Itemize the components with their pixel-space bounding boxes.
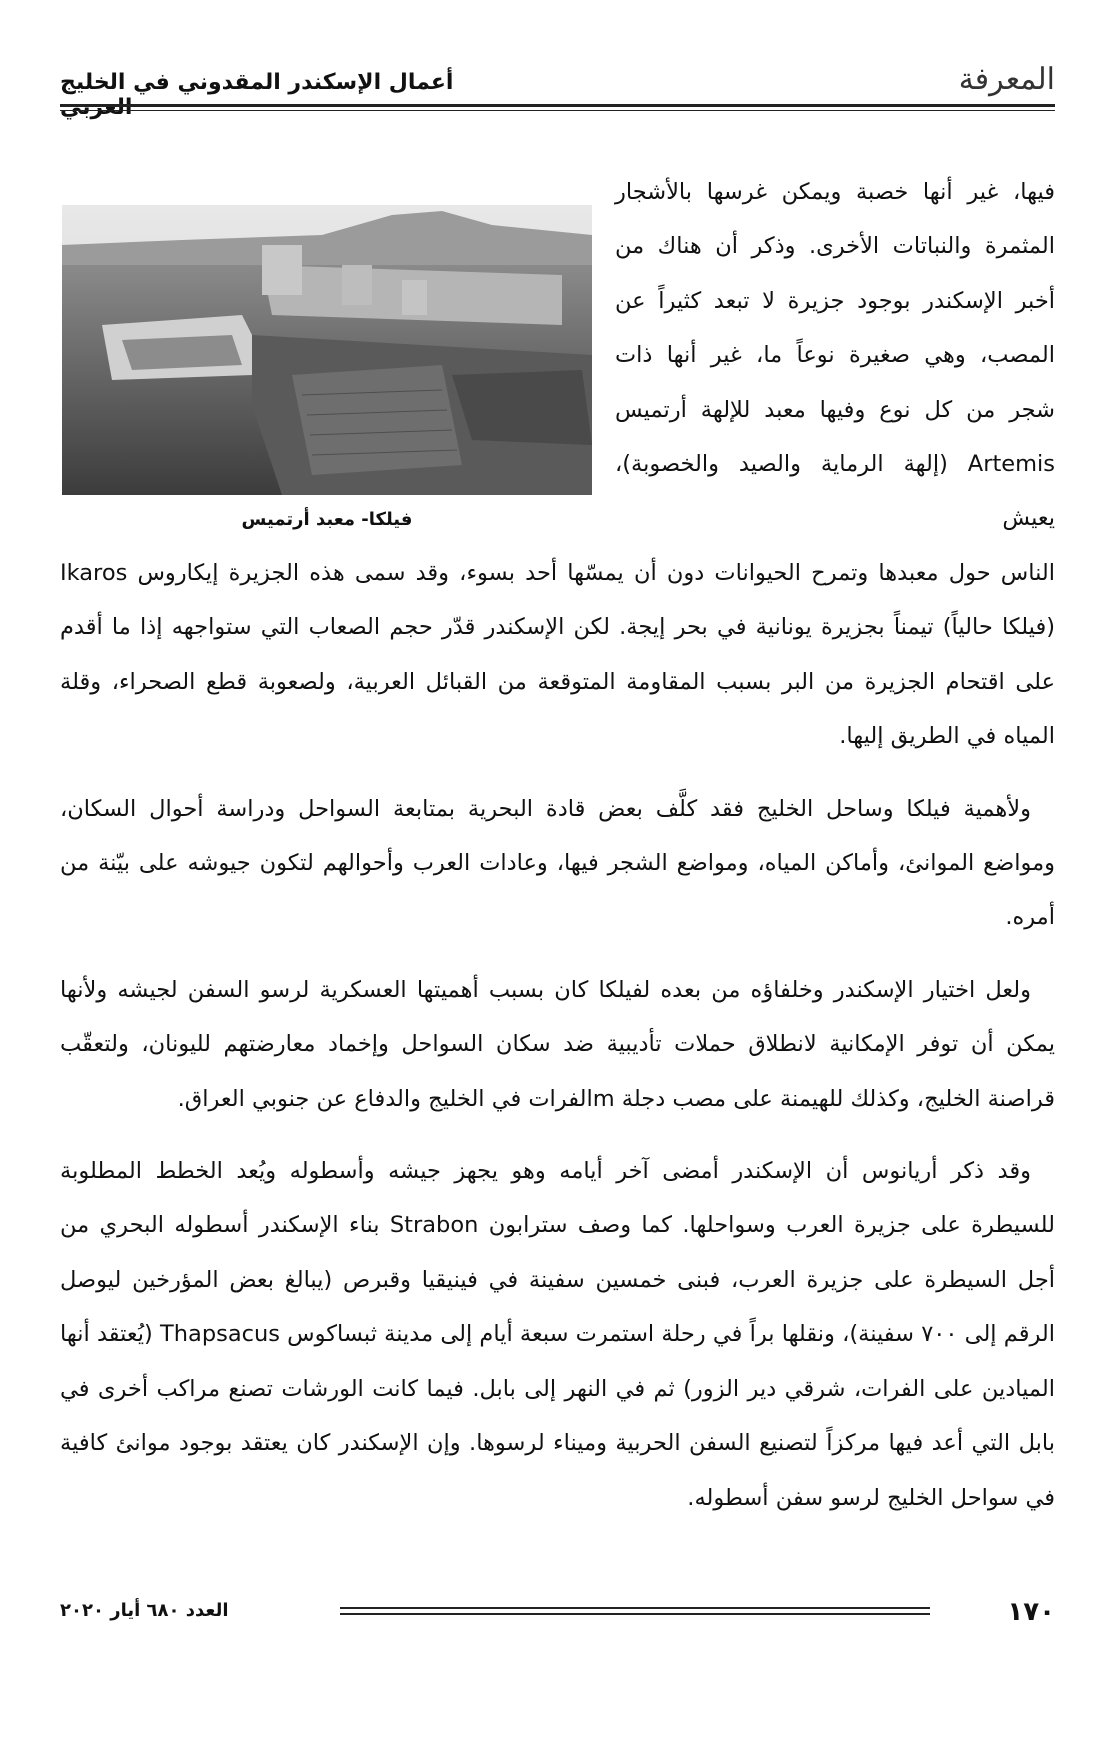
header-rule: [60, 104, 1055, 107]
running-title: أعمال الإسكندر المقدوني في الخليج العربي: [60, 70, 454, 120]
page-number: ١٧٠: [1007, 1597, 1055, 1627]
paragraph-4: وقد ذكر أريانوس أن الإسكندر أمضى آخر أيامه وهو يجهز جيشه وأسطوله ويُعد الخطط المطلوبة للسيطرة على جزيرة العرب وسواحلها. كما وصف سترابون Strabon بناء الإسكندر أسطوله البحري من أجل السيطرة على جزيرة العرب، فبنى خمسين سفينة في فينيقيا وقبرص (يبالغ بعض المؤرخين ليوصل الرقم إلى ٧٠٠ سفينة)، ونقلها براً في رحلة استمرت سبعة أيام إلى مدينة ثبساكوس Thapsacus (يُعتقد أنها الميادين على الفرات، شرقي دير الزور) ثم في النهر إلى بابل. فيما كانت الورشات تصنع مراكب أخرى في بابل التي أعد فيها مركزاً لتصنيع السفن الحربية وميناء لرسوها. وإن الإسكندر كان يعتقد بوجود موانئ كافية في سواحل الخليج لرسو سفن أسطوله.: [60, 1158, 1056, 1511]
figure: [62, 205, 592, 530]
wrap-column: [615, 165, 1055, 546]
footer-rule: [340, 1607, 930, 1609]
header-rule-thin: [60, 110, 1055, 111]
paragraph-1: الناس حول معبدها وتمرح الحيوانات دون أن يمسّها أحد بسوء، وقد سمى هذه الجزيرة إيكاروس Ikaros (فيلكا حالياً) تيمناً بجزيرة يونانية في بحر إيجة. لكن الإسكندر قدّر حجم الصعاب التي ستواجهه إذا ما أقدم على اقتحام الجزيرة من البر بسبب المقاومة المتوقعة من القبائل العربية، ولصعوبة قطع الصحراء، وقلة المياه في الطريق إليها.: [60, 560, 1055, 750]
magazine-logo: المعرفة: [958, 62, 1055, 97]
body-text: [60, 546, 1055, 1543]
paragraph-2: ولأهمية فيلكا وساحل الخليج فقد كلَّف بعض قادة البحرية بمتابعة السواحل ودراسة أحوال السكان، ومواضع الموانئ، وأماكن المياه، ومواضع الشجر فيها، وعادات العرب وأحوالهم لتكون جيوشه على بيّنة من أمره.: [60, 795, 1055, 931]
temple-photo: [62, 205, 592, 495]
footer-rule-second: [340, 1613, 930, 1615]
figure-caption: فيلكا- معبد أرتميس: [241, 509, 413, 530]
wrap-paragraph: فيها، غير أنها خصبة ويمكن غرسها بالأشجار المثمرة والنباتات الأخرى. وذكر أن هناك من أخبر الإسكندر بوجود جزيرة لا تبعد كثيراً عن المصب، وهي صغيرة نوعاً ما، غير أنها ذات شجر من كل نوع وفيها معبد للإلهة أرتميس Artemis (إلهة الرماية والصيد والخصوبة)، يعيش: [615, 179, 1055, 532]
paragraph-3: ولعل اختيار الإسكندر وخلفاؤه من بعده لفيلكا كان بسبب أهميتها العسكرية لرسو السفن لجيشه ولأنها يمكن أن توفر الإمكانية لانطلاق حملات تأديبية ضد سكان السواحل وإخماد معارضتهم لليونان، ولتعقّب قراصنة الخليج، وكذلك للهيمنة على مصب دجلة mالفرات في الخليج والدفاع عن جنوبي العراق.: [60, 976, 1055, 1112]
issue-info: العدد ٦٨٠ أيار ٢٠٢٠: [60, 1600, 229, 1621]
